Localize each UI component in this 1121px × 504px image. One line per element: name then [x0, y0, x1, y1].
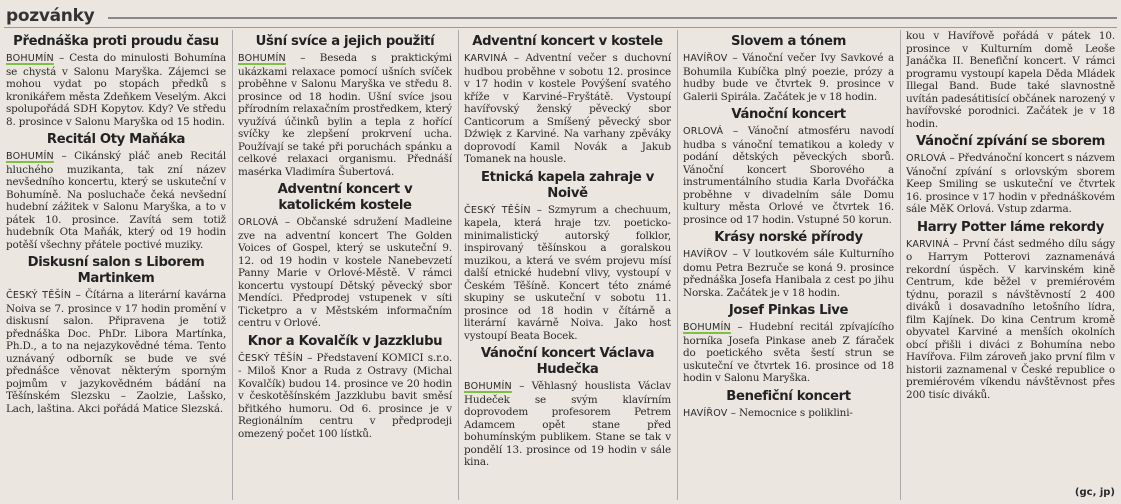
article-title: Vánoční koncert — [731, 107, 846, 122]
place-label: ORLOVÁ — [906, 153, 947, 164]
column-1 — [6, 30, 226, 500]
article-text: Cikánský pláč aneb Recitál hluchého muzikanta, tak zní název nevšedního koncertu, který se uskuteční v Bohumíně. Na posluchače čeká nevšední hudební zážitek v Salonu Maryška, a to v pátek 10. prosince. Zavítá sem totiž hudebník Ota Maňák, který od 19 hodin potěší všechny přátele poctivé muziky. — [6, 150, 226, 251]
article-text: Představení KOMICI s.r.o. - Miloš Knor a Ruda z Ostravy (Michal Kovalčík) budou 14. prosince ve 20 hodin v českotěšínském Jazzklubu bavit směsí břitkého humoru. Od 6. prosince je v Regionálním centru v předprodeji omezený počet 100 lístků. — [238, 351, 452, 440]
article-body: ČESKÝ TĚŠÍN – Představení KOMICI s.r.o. - Miloš Knor a Ruda z Ostravy (Michal Kovalčík) budou 14. prosince ve 20 hodin v českotěšínském Jazzklubu bavit směsí břitkého humoru. Od 6. prosince je v Regionálním centru v předprodeji omezený počet 100 lístků. — [238, 351, 452, 440]
article-title: Diskusní salon s Liborem Martinkem — [27, 255, 205, 286]
article-title: Přednáška proti proudu času — [13, 34, 219, 49]
article — [683, 389, 894, 421]
article-text: Beseda s praktickými ukázkami relaxace pomocí ušních svíček proběhne v Salonu Maryška ve středu 8. prosince od 18 hodin. Ušní svíce jsou přírodním relaxačním prostředkem, který využívá účinků bylin a tepla z hořící svíčky ke zlepšení prokrvení ucha. Používají se také při poruchách spánku a celkové relaxaci organismu. Přednáší masérka Vladimíra Šubertová. — [238, 52, 452, 178]
article-body: BOHUMÍN – Beseda s praktickými ukázkami relaxace pomocí ušních svíček proběhne v Salonu Maryška ve středu 8. prosince od 18 hodin. Ušní svíce jsou přírodním relaxačním prostředkem, který využívá účinků bylin a tepla z hořící svíčky ke zlepšení prokrvení ucha. Používají se také při poruchách spánku a celkové relaxaci organismu. Přednáší masérka Vladimíra Šubertová. — [238, 52, 452, 178]
article — [6, 34, 226, 128]
header-rule — [108, 17, 1117, 19]
place-label: ORLOVÁ — [683, 126, 724, 137]
article-title: Harry Potter láme rekordy — [917, 219, 1104, 235]
place-label: BOHUMÍN — [6, 53, 54, 64]
article — [906, 220, 1115, 402]
article — [238, 182, 452, 330]
article — [906, 134, 1115, 216]
article-text: Věhlasný houslista Václav Hudeček se svým klavírním doprovodem profesorem Petrem Adamcem opět stane před bohumínským publikem. Stane se tak v pondělí 13. prosince od 19 hodin v sále kina. — [464, 380, 671, 468]
article-text: Vánoční večer Ivy Savkové a Bohumila Kubíčka plný poezie, prózy a hudby bude ve čtvrtek 9. prosince v Galerii Spirála. Začátek je v 18 hodin. — [683, 52, 894, 103]
article-body: HAVÍŘOV – Nemocnice s poliklini- — [683, 406, 853, 419]
place-label: BOHUMÍN — [6, 151, 54, 162]
place-label: KARVINÁ — [906, 238, 950, 250]
section-label: pozvánky — [6, 6, 95, 26]
article-body: ČESKÝ TĚŠÍN – Szmyrum a chechuum, kapela, která hraje tzv. poeticko-minimalistický autorský folklor, inspirovaný těšínskou a goralskou muzikou, a která ve svém projevu mísí další etnické hudební vlivy, vystoupí v Českém Těšíně. Koncert této známé skupiny se uskuteční v sobotu 11. prosince od 18 hodin v čítárně a literární kavárně Noiva. Jako host vystoupí Beata Bocek. — [464, 203, 671, 342]
place-label: HAVÍŘOV — [683, 53, 728, 64]
article-body: BOHUMÍN – Cesta do minulosti Bohumína se chystá v Salonu Maryška. Zájemci se mohou vydat po stopách předků s kronikářem města Zdeňkem Veselým. Akci spolupořádá SDH Kopytov. Kdy? Ve středu 8. prosince v Salonu Maryška od 15 hodin. — [6, 52, 226, 128]
article-title: Ušní svíce a jejich použití — [255, 34, 435, 49]
article-title: Adventní koncert v kostele — [472, 34, 663, 49]
article-title: Adventní koncert v katolickém kostele — [277, 182, 413, 213]
place-label: ČESKÝ TĚŠÍN — [6, 290, 72, 301]
article-title: Recitál Oty Maňáka — [46, 132, 186, 147]
article-body — [906, 30, 1115, 130]
article-title: Benefiční koncert — [726, 388, 851, 404]
article-text: V loutkovém sále Kulturního domu Petra Bezruče se koná 9. prosince přednáška Josefa Hanibala z cest po jihu Norska. Začátek je v 18 hodin. — [683, 248, 894, 299]
place-label: HAVÍŘOV — [683, 249, 728, 260]
article — [238, 334, 452, 441]
column-divider — [232, 30, 233, 500]
article-text: Občanské sdružení Madleine zve na adventní koncert The Golden Voices of Gospel, který se uskuteční 9. 12. od 19 hodin v kostele Nanebevzetí Panny Marie v Orlové-Městě. V rámci koncertu vystoupí Dětský pěvecký sbor Mendíci. Předprodej vstupenek v síti Ticketpro a v Městském informačním centru v Orlové. — [238, 216, 452, 329]
article-title: Etnická kapela zahraje v Noivě — [481, 169, 654, 201]
article — [683, 107, 894, 226]
article-title: Josef Pinkas Live — [728, 303, 849, 318]
article-text: kou v Havířově pořádá v pátek 10. prosince v Kulturním domě Leoše Janáčka II. Benefiční koncert. V rámci programu vystoupí kapela Děda Mládek Illegal Band. Bude také slavnostně uvítán padesátitisící občánek narozený v havířovské porodnici. Začátek je v 18 hodin. — [906, 30, 1115, 130]
article-body: BOHUMÍN – Cikánský pláč aneb Recitál hluchého muzikanta, tak zní název nevšedního koncertu, který se uskuteční v Bohumíně. Na posluchače čeká nevšední hudební zážitek v Salonu Maryška, a to v pátek 10. prosince. Zavítá sem totiž hudebník Ota Maňák, který od 19 hodin potěší všechny přátele poctivé muziky. — [6, 150, 226, 251]
article — [464, 170, 671, 343]
article — [906, 30, 1115, 130]
article-text: Hudební recitál zpívajícího horníka Josefa Pinkase aneb Z fáraček do poetického světa šestí strun se uskuteční ve čtvrtek 16. prosince od 18 hodin v Salonu Maryška. — [683, 321, 894, 384]
article-body: BOHUMÍN – Věhlasný houslista Václav Hudeček se svým klavírním doprovodem profesorem Petrem Adamcem opět stane před bohumínským publikem. Stane se tak v pondělí 13. prosince od 19 hodin v sále kina. — [464, 380, 671, 468]
article-body: ORLOVÁ – Předvánoční koncert s názvem Vánoční zpívání s orlovským sborem Keep Smiling se uskuteční ve čtvrtek 16. prosince v 17 hodin v přednáškovém sále MěK Orlová. Vstup zdarma. — [906, 152, 1115, 215]
article-text: Předvánoční koncert s názvem Vánoční zpívání s orlovským sborem Keep Smiling se uskuteční ve čtvrtek 16. prosince v 17 hodin v přednáškovém sále MěK Orlová. Vstup zdarma. — [906, 152, 1115, 215]
article-body: ČESKÝ TĚŠÍN – Čítárna a literární kavárna Noiva se 7. prosince v 17 hodin promění v diskusní salon. Připravena je totiž přednáška Doc. PhDr. Libora Martínka, Ph.D., a to na nejazykovědné téma. Tento uznávaný odborník se bude ve své přednášce věnovat některým sporným pojmům v jazykovědném bádání na Těšínském Slezsku – Zaolzie, Lašsko, Lach, laština. Akci pořádá Matice Slezská. — [6, 289, 226, 415]
article-text: Vánoční atmosféru navodí hudba s vánoční tematikou a koledy v podání dětských pěveckých sborů. Vánoční koncert Sborového a instrumentálního studia Karla Dvořáčka proběhne v divadelním sále Domu kultury města Orlové ve čtvrtek 16. prosince od 17 hodin. Vstupné 50 korun. — [683, 125, 894, 226]
column-2 — [238, 30, 452, 500]
article-text: Szmyrum a chechuum, kapela, která hraje tzv. poeticko-minimalistický autorský folklor, inspirovaný těšínskou a goralskou muzikou, a která ve svém projevu mísí další etnické hudební vlivy, vystoupí v Českém Těšíně. Koncert této známé skupiny se uskuteční v sobotu 11. prosince od 18 hodin v čítárně a literární kavárně Noiva. Jako host vystoupí Beata Bocek. — [464, 203, 671, 342]
article-body: HAVÍŘOV – V loutkovém sále Kulturního domu Petra Bezruče se koná 9. prosince přednáška Josefa Hanibala z cest po jihu Norska. Začátek je v 18 hodin. — [683, 248, 894, 299]
place-label: HAVÍŘOV — [683, 407, 728, 419]
article-body: HAVÍŘOV – Vánoční večer Ivy Savkové a Bohumila Kubíčka plný poezie, prózy a hudby bude ve čtvrtek 9. prosince v Galerii Spirála. Začátek je v 18 hodin. — [683, 52, 894, 103]
article-body: KARVINÁ – První část sedmého dílu ságy o Harrym Potterovi zaznamenává rekordní úspěch. V karvinském kině Centrum, kde běžel v premiérovém týdnu, porazil s návštěvností 2 400 diváků i dosavadního letošního lídra, film Kajínek. Do kina Centrum kromě obyvatel Karviné a menších okolních obcí přišli i diváci z Bohumína nebo Havířova. Film zároveň jako první film v historii zaznamenal v České republice o premiérovém víkendu návštěvnost přes 200 tisíc diváků. — [906, 237, 1115, 401]
column-divider — [458, 30, 459, 500]
column-4 — [683, 30, 894, 500]
place-label: ČESKÝ TĚŠÍN — [238, 352, 304, 364]
article — [464, 346, 671, 469]
article-body: BOHUMÍN – Hudební recitál zpívajícího horníka Josefa Pinkase aneb Z fáraček do poetického světa šestí strun se uskuteční ve čtvrtek 16. prosince od 18 hodin v Salonu Maryška. — [683, 321, 894, 384]
article — [683, 303, 894, 385]
article-title: Krásy norské přírody — [714, 230, 863, 245]
article-body: ORLOVÁ – Občanské sdružení Madleine zve na adventní koncert The Golden Voices of Gospel, který se uskuteční 9. 12. od 19 hodin v kostele Nanebevzetí Panny Marie v Orlové-Městě. V rámci koncertu vystoupí Dětský pěvecký sbor Mendíci. Předprodej vstupenek v síti Ticketpro a v Městském informačním centru v Orlové. — [238, 216, 452, 329]
article — [464, 34, 671, 166]
section-header — [4, 5, 1117, 28]
place-label: ČESKÝ TĚŠÍN — [464, 204, 531, 216]
article — [238, 34, 452, 178]
article-text: Cesta do minulosti Bohumína se chystá v Salonu Maryška. Zájemci se mohou vydat po stopách předků s kronikářem města Zdeňkem Veselým. Akci spolupořádá SDH Kopytov. Kdy? Ve středu 8. prosince v Salonu Maryška od 15 hodin. — [6, 52, 226, 128]
place-label: BOHUMÍN — [238, 53, 286, 64]
article-text: Adventní večer s duchovní hudbou proběhne v sobotu 12. prosince v 17 hodin v kostele Povýšení svatého kříže v Karviné–Fryštátě. Vystoupí havířovský ženský pěvecký sbor Canticorum a Smíšený pěvecký sbor Dźwięk z Karviné. Na varhany zpěváky doprovodí Kamil Novák a Jakub Tomanek na housle. — [464, 52, 671, 165]
article — [6, 255, 226, 415]
article-title: Vánoční koncert Václava Hudečka — [480, 346, 655, 377]
article-title: Knor a Kovalčík v Jazzklubu — [247, 333, 443, 349]
place-label: KARVINÁ — [464, 53, 508, 64]
column-5 — [906, 30, 1115, 482]
article-title: Vánoční zpívání se sborem — [916, 134, 1105, 149]
column-divider — [677, 30, 678, 500]
article-title: Slovem a tónem — [731, 34, 846, 49]
article-text: Nemocnice s poliklini- — [738, 406, 853, 419]
article-text: Čítárna a literární kavárna Noiva se 7. prosince v 17 hodin promění v diskusní salon. Připravena je totiž přednáška Doc. PhDr. Libora Martínka, Ph.D., a to na nejazykovědné téma. Tento uznávaný odborník se bude ve své přednášce věnovat některým sporným pojmům v jazykovědném bádání na Těšínském Slezsku – Zaolzie, Lašsko, Lach, laština. Akci pořádá Matice Slezská. — [6, 289, 226, 415]
article-text: První část sedmého dílu ságy o Harrym Potterovi zaznamenává rekordní úspěch. V karvinském kině Centrum, kde běžel v premiérovém týdnu, porazil s návštěvností 2 400 diváků i dosavadního letošního lídra, film Kajínek. Do kina Centrum kromě obyvatel Karviné a menších okolních obcí přišli i diváci z Bohumína nebo Havířova. Film zároveň jako první film v historii zaznamenal v České republice o premiérovém víkendu návštěvnost přes 200 tisíc diváků. — [906, 237, 1115, 401]
place-label: ORLOVÁ — [238, 217, 279, 228]
article — [683, 34, 894, 103]
column-3 — [464, 30, 671, 500]
author-credit: (gc, jp) — [1074, 487, 1115, 498]
place-label: BOHUMÍN — [683, 322, 731, 333]
column-divider — [900, 30, 901, 500]
article — [6, 132, 226, 251]
article-body: KARVINÁ – Adventní večer s duchovní hudbou proběhne v sobotu 12. prosince v 17 hodin v kostele Povýšení svatého kříže v Karviné–Fryštátě. Vystoupí havířovský ženský pěvecký sbor Canticorum a Smíšený pěvecký sbor Dźwięk z Karviné. Na varhany zpěváky doprovodí Kamil Novák a Jakub Tomanek na housle. — [464, 52, 671, 165]
article-body: ORLOVÁ – Vánoční atmosféru navodí hudba s vánoční tematikou a koledy v podání dětských pěveckých sborů. Vánoční koncert Sborového a instrumentálního studia Karla Dvořáčka proběhne v divadelním sále Domu kultury města Orlové ve čtvrtek 16. prosince od 17 hodin. Vstupné 50 korun. — [683, 125, 894, 226]
article — [683, 230, 894, 299]
place-label: BOHUMÍN — [464, 381, 512, 392]
